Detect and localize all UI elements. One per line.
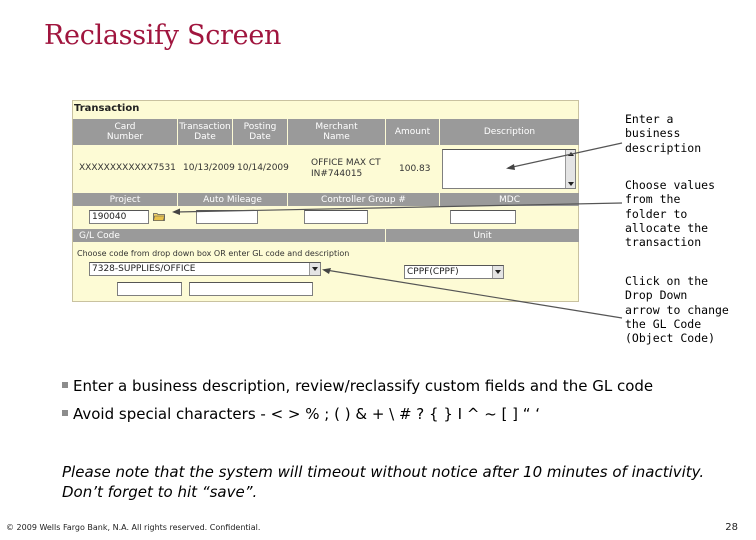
header-auto-mileage: Auto Mileage: [178, 193, 288, 206]
header-transaction-date: Transaction Date: [178, 119, 233, 145]
section-title: Transaction: [74, 103, 140, 114]
callout-folder: Choose values from the folder to allocate the transaction: [625, 178, 716, 250]
gl-code-hint: Choose code from drop down box OR enter GL code and description: [77, 249, 350, 258]
bullet-item: [62, 376, 742, 397]
slide-title: Reclassify Screen: [44, 20, 282, 51]
gl-code-value: 7328-SUPPLIES/OFFICE: [92, 264, 196, 274]
copyright-footer: © 2009 Wells Fargo Bank, N.A. All rights reserved. Confidential.: [6, 523, 261, 532]
callout-description: Enter a business description: [625, 112, 702, 155]
bullet-list: [62, 376, 742, 432]
merchant-name: OFFICE MAX CT IN#744015: [311, 158, 381, 179]
bullet-marker: [62, 382, 68, 388]
header-card-number: Card Number: [73, 119, 178, 145]
header-mdc: MDC: [440, 193, 579, 206]
posting-date: 10/14/2009: [237, 163, 289, 173]
card-number: XXXXXXXXXXXX7531: [79, 163, 176, 173]
header-posting-date: Posting Date: [233, 119, 288, 145]
bullet-marker: [62, 410, 68, 416]
header-project: Project: [73, 193, 178, 206]
header-description: Description: [440, 119, 579, 145]
bullet-text: Enter a business description, review/reclassify custom fields and the GL code: [73, 377, 654, 395]
amount: 100.83: [399, 164, 431, 174]
bullet-text: Avoid special characters - < > % ; ( ) & + \ # ? { } I ^ ~ [ ] “ ‘: [73, 405, 541, 423]
unit-value: CPPF(CPPF): [407, 267, 459, 277]
header-controller-group: Controller Group #: [288, 193, 440, 206]
callout-dropdown: Click on the Drop Down arrow to change the GL Code (Object Code): [625, 274, 729, 346]
header-amount: Amount: [386, 119, 440, 145]
header-unit: Unit: [386, 229, 579, 242]
transaction-date: 10/13/2009: [183, 163, 235, 173]
project-field[interactable]: 190040: [89, 210, 149, 224]
header-gl-code: G/L Code: [73, 229, 386, 242]
timeout-note: Please note that the system will timeout without notice after 10 minutes of inactivity. Don’t forget to hit “save”.: [62, 463, 705, 501]
page-number: 28: [725, 522, 738, 533]
bullet-item: [62, 404, 742, 425]
header-merchant-name: Merchant Name: [288, 119, 386, 145]
